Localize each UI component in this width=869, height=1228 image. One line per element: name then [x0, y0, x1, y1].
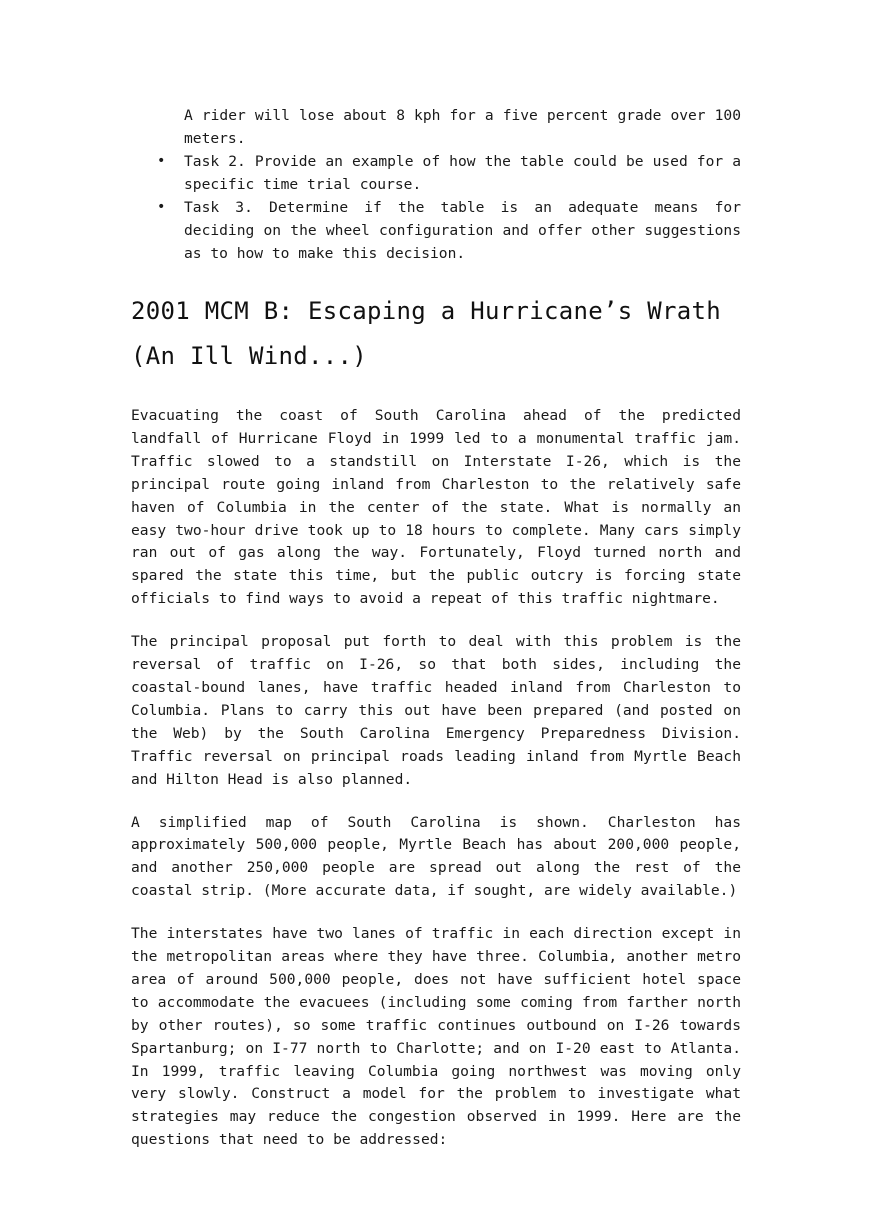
bullet-icon: •: [157, 153, 166, 169]
section-heading: 2001 MCM B: Escaping a Hurricane’s Wrath (An Ill Wind...): [131, 297, 721, 370]
task-item: [131, 196, 741, 265]
paragraph: The principal proposal put forth to deal with this problem is the reversal of traffic on I-26, so that both sides, including the coastal-bound lanes, have traffic headed inland from Charleston to Columbia. Plans to carry this out have been prepared (and posted on the Web) by the South Carolina Emergency Preparedness Division. Traffic reversal on principal roads leading inland from Myrtle Beach and Hilton Head is also planned.: [131, 633, 741, 788]
paragraph: The interstates have two lanes of traffic in each direction except in the metropolitan areas where they have three. Columbia, another metro area of around 500,000 people, does not have sufficient hotel space to accommodate the evacuees (including some coming from farther north by other routes), so some traffic continues outbound on I-26 towards Spartanburg; on I-77 north to Charlotte; and on I-20 east to Atlanta. In 1999, traffic leaving Columbia going northwest was moving only very slowly. Construct a model for the problem to investigate what strategies may reduce the congestion observed in 1999. Here are the questions that need to be addressed:: [131, 925, 741, 1149]
task-item: [131, 150, 741, 196]
page-content: [131, 104, 741, 1172]
task-text: Task 3. Determine if the table is an adequate means for deciding on the wheel configuration and offer other suggestions as to how to make this decision.: [184, 199, 741, 262]
continued-task-text: A rider will lose about 8 kph for a five percent grade over 100 meters.: [184, 107, 741, 147]
task-list: [131, 150, 741, 265]
paragraph: A simplified map of South Carolina is shown. Charleston has approximately 500,000 people, Myrtle Beach has about 200,000 people, and another 250,000 people are spread out along the rest of the coastal strip. (More accurate data, if sought, are widely available.): [131, 813, 741, 900]
paragraph: Evacuating the coast of South Carolina ahead of the predicted landfall of Hurricane Floyd in 1999 led to a monumental traffic jam. Traffic slowed to a standstill on Interstate I-26, which is the principal route going inland from Charleston to the relatively safe haven of Columbia in the center of the state. What is normally an easy two-hour drive took up to 18 hours to complete. Many cars simply ran out of gas along the way. Fortunately, Floyd turned north and spared the state this time, but the public outcry is forcing state officials to find ways to avoid a repeat of this traffic nightmare.: [131, 407, 741, 608]
task-text: Task 2. Provide an example of how the table could be used for a specific time trial course.: [184, 153, 741, 193]
bullet-icon: •: [157, 199, 166, 215]
